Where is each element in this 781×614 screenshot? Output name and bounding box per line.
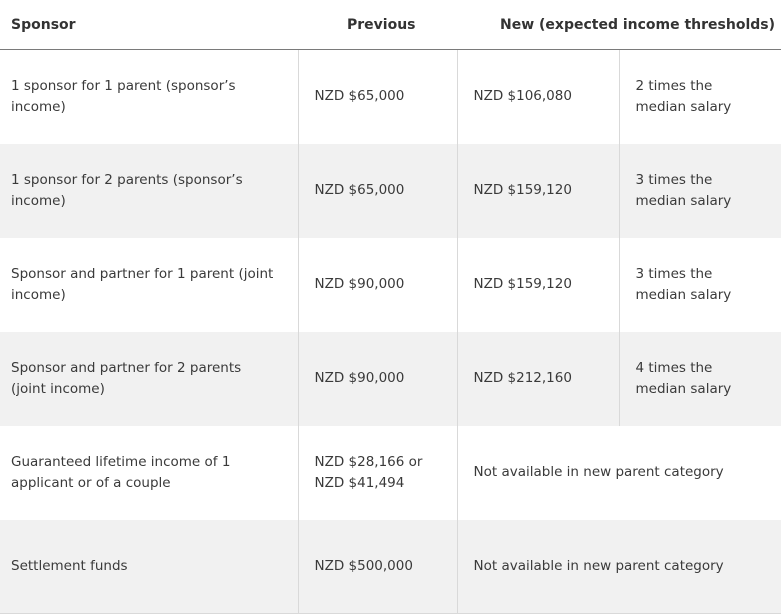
cell-sponsor: Settlement funds <box>0 520 298 614</box>
cell-multiplier: 3 times the median salary <box>619 238 781 332</box>
header-previous: Previous <box>298 0 457 50</box>
cell-new: NZD $212,160 <box>457 332 619 426</box>
header-new: New (expected income thresholds) <box>457 0 781 50</box>
cell-previous: NZD $65,000 <box>298 50 457 144</box>
cell-new: NZD $159,120 <box>457 144 619 238</box>
cell-previous: NZD $500,000 <box>298 520 457 614</box>
cell-previous-line: NZD $28,166 or <box>314 453 423 470</box>
cell-previous: NZD $90,000 <box>298 238 457 332</box>
cell-sponsor: 1 sponsor for 2 parents (sponsor’s income) <box>0 144 298 238</box>
table-row <box>0 520 781 614</box>
cell-sponsor: Sponsor and partner for 2 parents (joint income) <box>0 332 298 426</box>
table-row <box>0 332 781 426</box>
cell-multiplier: 2 times the median salary <box>619 50 781 144</box>
cell-sponsor: Guaranteed lifetime income of 1 applicant or of a couple <box>11 453 231 491</box>
cell-previous-line: NZD $41,494 <box>314 474 405 491</box>
table-row <box>0 144 781 238</box>
header-sponsor: Sponsor <box>0 0 298 50</box>
cell-sponsor: 1 sponsor for 1 parent (sponsor’s income) <box>11 77 236 115</box>
cell-sponsor: Sponsor and partner for 1 parent (joint income) <box>11 265 274 303</box>
cell-multiplier: 4 times the median salary <box>619 332 781 426</box>
table-row <box>0 50 781 144</box>
table-row <box>0 426 781 520</box>
cell-previous: NZD $90,000 <box>298 332 457 426</box>
cell-new: NZD $159,120 <box>457 238 619 332</box>
cell-new: NZD $106,080 <box>457 50 619 144</box>
cell-new: Not available in new parent category <box>457 426 781 520</box>
table-row <box>0 238 781 332</box>
table-header-row <box>0 0 781 50</box>
cell-new: Not available in new parent category <box>457 520 781 614</box>
cell-multiplier: 3 times the median salary <box>619 144 781 238</box>
cell-previous: NZD $65,000 <box>298 144 457 238</box>
cell-previous <box>298 426 457 520</box>
